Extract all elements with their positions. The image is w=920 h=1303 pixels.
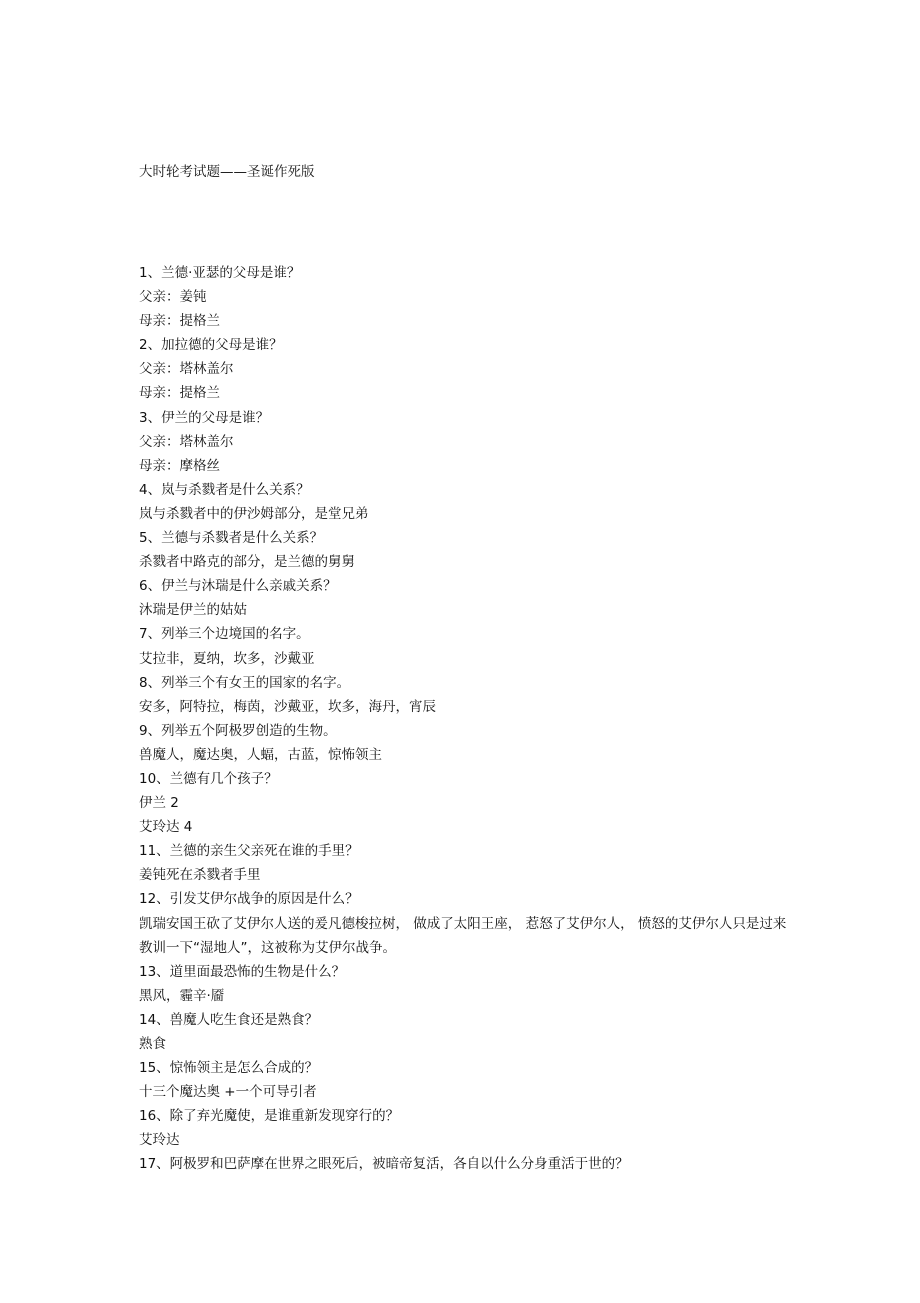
document-body [139, 261, 789, 1177]
question-13: 13、道里面最恐怖的生物是什么？ [139, 963, 346, 980]
answer-line: 姜钝死在杀戮者手里 [139, 867, 261, 884]
answer-line: 艾玲达 4 [139, 819, 193, 836]
answer-line: 艾玲达 [139, 1132, 180, 1149]
question-1: 1、兰德·亚瑟的父母是谁？ [139, 265, 301, 281]
question-5: 5、兰德与杀戮者是什么关系？ [139, 530, 324, 547]
question-12: 12、引发艾伊尔战争的原因是什么？ [139, 891, 359, 908]
question-8: 8、列举三个有女王的国家的名字。 [139, 674, 351, 691]
answer-line: 父亲：姜钝 [139, 289, 207, 306]
question-6: 6、伊兰与沐瑞是什么亲戚关系？ [139, 578, 337, 595]
question-11: 11、兰德的亲生父亲死在谁的手里？ [139, 843, 359, 860]
answer-line: 母亲：提格兰 [139, 385, 220, 402]
answer-line: 岚与杀戮者中的伊沙姆部分，是堂兄弟 [139, 505, 369, 522]
document-title: 大时轮考试题——圣诞作死版 [139, 164, 315, 180]
question-15: 15、惊怖领主是怎么合成的？ [139, 1060, 319, 1077]
question-9: 9、列举五个阿极罗创造的生物。 [139, 722, 337, 739]
question-14: 14、兽魔人吃生食还是熟食？ [139, 1011, 319, 1028]
answer-line: 母亲：摩格丝 [139, 457, 220, 474]
answer-line: 安多，阿特拉，梅茵，沙戴亚，坎多，海丹，宵辰 [139, 698, 436, 715]
question-16: 16、除了弃光魔使，是谁重新发现穿行的？ [139, 1108, 400, 1125]
answer-line: 父亲：塔林盖尔 [139, 433, 234, 450]
answer-paragraph: 凯瑞安国王砍了艾伊尔人送的爰凡德梭拉树， 做成了太阳王座， 惹怒了艾伊尔人， 愤怒的艾伊尔人只是过来教训一下“湿地人”，这被称为艾伊尔战争。 [139, 915, 787, 956]
answer-line: 黑风，霾辛·靥 [139, 987, 225, 1004]
question-2: 2、加拉德的父母是谁？ [139, 337, 283, 354]
answer-line: 伊兰 2 [139, 795, 179, 812]
answer-line: 杀戮者中路克的部分，是兰德的舅舅 [139, 554, 355, 571]
answer-line: 兽魔人，魔达奥，人蝠，古蓝，惊怖领主 [139, 746, 382, 763]
answer-line: 父亲：塔林盖尔 [139, 361, 234, 378]
question-4: 4、岚与杀戮者是什么关系？ [139, 481, 310, 498]
answer-line: 母亲：提格兰 [139, 313, 220, 330]
answer-line: 十三个魔达奥 +一个可导引者 [139, 1084, 317, 1101]
answer-line: 熟食 [139, 1036, 166, 1052]
question-10: 10、兰德有几个孩子？ [139, 770, 278, 787]
question-17: 17、阿极罗和巴萨摩在世界之眼死后，被暗帝复活，各自以什么分身重活于世的？ [139, 1156, 629, 1173]
answer-line: 沐瑞是伊兰的姑姑 [139, 602, 247, 619]
question-7: 7、列举三个边境国的名字。 [139, 626, 310, 643]
question-3: 3、伊兰的父母是谁？ [139, 409, 270, 426]
answer-line: 艾拉非，夏纳，坎多，沙戴亚 [139, 650, 315, 667]
